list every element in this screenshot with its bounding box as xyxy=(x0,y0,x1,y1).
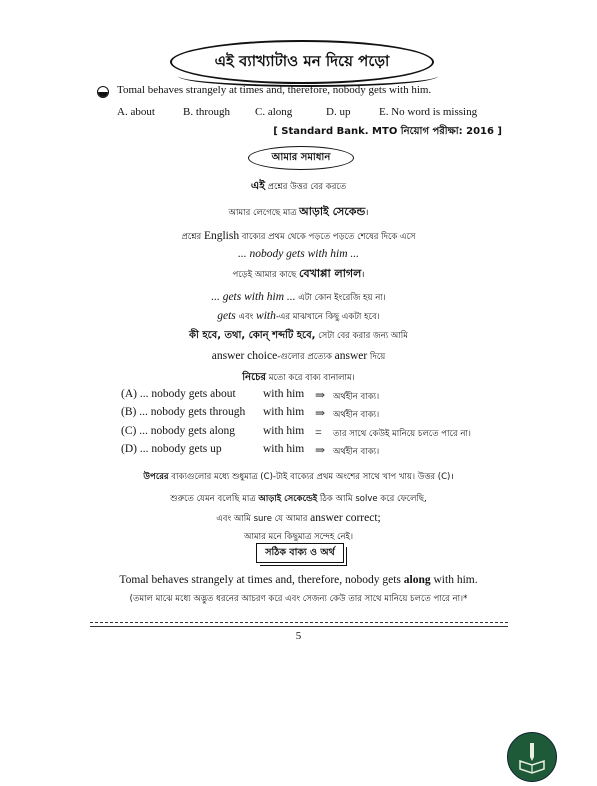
option-row-d: (D) ... nobody gets up with him ⇒ অর্থহীন বাক্য। xyxy=(121,443,380,457)
footer-rule-2 xyxy=(90,626,508,627)
explanation-line-9: answer choice-গুলোর প্রত্যেক answer দিয়ে xyxy=(211,350,386,362)
option-a: A. about xyxy=(117,106,155,118)
explanation-line-1: এই প্রশ্নের উত্তর বের করতে xyxy=(250,179,347,192)
explanation-line-8: কী হবে, তথা, কোন্ শব্দটি হবে, সেটা বের করার জন্য আমি xyxy=(189,330,408,341)
final-translation: (তমাল মাঝে মধ্যে অদ্ভুত ধরনের আচরণ করে এবং সেজন্য কেউ তার সাথে মানিয়ে চলতে পারে না।* xyxy=(129,594,468,604)
conclusion-line-2: শুরুতে যেমন বলেছি মাত্র আড়াই সেকেন্ডেই ঠিক আমি solve করে ফেলেছি, xyxy=(170,494,427,504)
conclusion-line-4: আমার মনে কিছুমাত্র সন্দেহ নেই। xyxy=(243,532,354,542)
page-number: 5 xyxy=(295,630,302,642)
option-e: E. No word is missing xyxy=(379,106,478,118)
explanation-line-5: পড়েই আমার কাছে বেখাপ্পা লাগল। xyxy=(232,267,365,280)
question-source: [ Standard Bank. MTO নিয়োগ পরীক্ষা: 2016 ] xyxy=(273,126,502,137)
option-row-c: (C) ... nobody gets along with him = তার সাথে কেউই মানিয়ে চলতে পারে না। xyxy=(121,425,471,439)
option-row-a: (A) ... nobody gets about with him ⇒ অর্থহীন বাক্য। xyxy=(121,388,380,402)
implies-arrow-icon: ⇒ xyxy=(315,443,326,457)
implies-arrow-icon: ⇒ xyxy=(315,406,326,420)
logo-svg xyxy=(508,733,556,781)
option-row-b: (B) ... nobody gets through with him ⇒ অর্থহীন বাক্য। xyxy=(121,406,380,420)
option-b: B. through xyxy=(183,106,231,118)
explanation-line-2: আমার লেগেছে মাত্র আড়াই সেকেন্ড। xyxy=(228,205,369,218)
meaning-label-text: সঠিক বাক্য ও অর্থ xyxy=(265,546,335,558)
explanation-line-4: ... nobody gets with him ... xyxy=(237,248,360,260)
final-sentence: Tomal behaves strangely at times and, therefore, nobody gets along with him. xyxy=(119,574,478,586)
explanation-line-6: ... gets with him ... এটা কোন ইংরেজি হয় না। xyxy=(211,291,386,303)
solution-label-text: আমার সমাধান xyxy=(271,151,331,163)
question-text: Tomal behaves strangely at times and, therefore, nobody gets with him. xyxy=(117,84,432,96)
conclusion-line-3: এবং আমি sure যে আমার answer correct; xyxy=(216,512,381,524)
question-bullet-icon xyxy=(97,86,109,98)
option-c: C. along xyxy=(255,106,293,118)
solution-label xyxy=(248,146,354,170)
book-pen-logo-icon xyxy=(507,732,557,782)
explanation-line-10: নিচের মতো করে বাক্য বানালাম। xyxy=(242,372,355,383)
implies-arrow-icon: ⇒ xyxy=(315,388,326,402)
footer-rule xyxy=(90,622,508,623)
explanation-line-3: প্রশ্নের English বাক্যের প্রথম থেকে পড়তে পড়তে শেষের দিকে এসে xyxy=(181,230,416,242)
heading-text: এই ব্যাখ্যাটাও মন দিয়ে পড়ো xyxy=(214,51,390,70)
meaning-label xyxy=(256,543,344,563)
option-d: D. up xyxy=(326,106,351,118)
equals-sign-icon: = xyxy=(315,425,322,439)
conclusion-line-1: উপরের বাক্যগুলোর মধ্যে শুধুমাত্র (C)-টাই বাক্যের প্রথম অংশের সাথে খাপ খায়। উত্তর (C)। xyxy=(143,472,454,482)
explanation-line-7: gets এবং with-এর মাঝখানে কিছু একটা হবে। xyxy=(217,310,380,322)
section-heading xyxy=(170,40,434,84)
